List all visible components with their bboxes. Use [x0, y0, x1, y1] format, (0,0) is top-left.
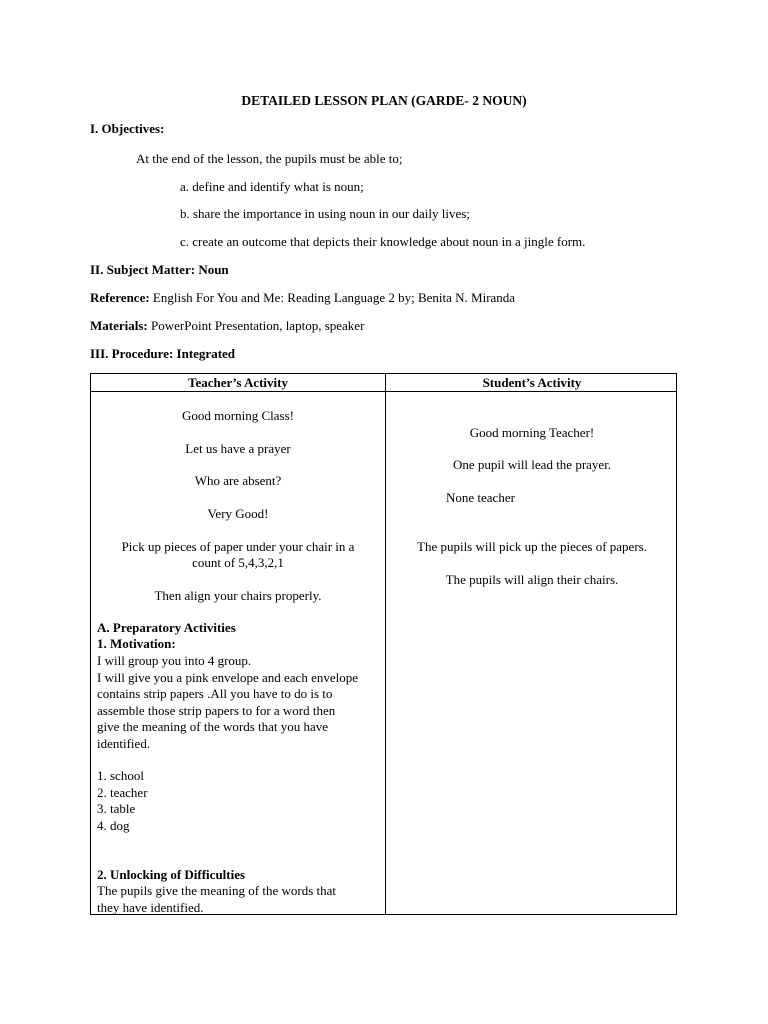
unlocking-line: The pupils give the meaning of the words that [97, 883, 337, 898]
teacher-absent: Who are absent? [194, 473, 282, 488]
procedure [90, 346, 235, 362]
motivation-heading: 1. Motivation: [97, 636, 176, 651]
objectives-intro: At the end of the lesson, the pupils must be able to; [136, 151, 403, 166]
materials [90, 318, 364, 334]
objective-item: a. define and identify what is noun; [180, 179, 364, 194]
envelope-line: identified. [97, 736, 151, 751]
student-activity-header: Student’s Activity [482, 375, 582, 390]
activity-table [90, 373, 677, 915]
envelope-line: I will give you a pink envelope and each envelope [97, 670, 358, 685]
word-item: 2. teacher [97, 785, 148, 800]
word-item: 4. dog [97, 818, 130, 833]
procedure-value: Integrated [176, 346, 236, 361]
unlocking-line: they have identified. [97, 900, 204, 915]
subject-matter-value: Noun [198, 262, 229, 277]
teacher-prayer: Let us have a prayer [185, 441, 291, 456]
objective-item: c. create an outcome that depicts their knowledge about noun in a jingle form. [180, 234, 586, 249]
subject-matter [90, 262, 229, 278]
materials-label: Materials: [90, 318, 148, 333]
header-divider [91, 391, 676, 392]
subject-matter-label: II. Subject Matter: [90, 262, 196, 277]
reference-label: Reference: [90, 290, 150, 305]
document-title: DETAILED LESSON PLAN (GARDE- 2 NOUN) [241, 93, 527, 108]
teacher-pickup-line: Pick up pieces of paper under your chair in a [121, 539, 355, 554]
objectives-heading: I. Objectives: [90, 121, 165, 136]
reference [90, 290, 515, 306]
unlocking-heading: 2. Unlocking of Difficulties [97, 867, 246, 882]
teacher-activity-header: Teacher’s Activity [187, 375, 288, 390]
word-item: 1. school [97, 768, 144, 783]
student-align: The pupils will align their chairs. [445, 572, 619, 587]
student-none: None teacher [446, 490, 515, 505]
envelope-line: contains strip papers .All you have to do is to [97, 686, 333, 701]
teacher-align: Then align your chairs properly. [154, 588, 322, 603]
student-pickup: The pupils will pick up the pieces of papers. [417, 539, 647, 554]
envelope-line: assemble those strip papers to for a word then [97, 703, 336, 718]
student-prayer: One pupil will lead the prayer. [452, 457, 612, 472]
teacher-pickup-line: count of 5,4,3,2,1 [192, 555, 284, 570]
procedure-label: III. Procedure: [90, 346, 174, 361]
teacher-greeting: Good morning Class! [182, 408, 294, 423]
teacher-very-good: Very Good! [207, 506, 269, 521]
preparatory-heading: A. Preparatory Activities [97, 620, 236, 635]
word-item: 3. table [97, 801, 136, 816]
group-text: I will group you into 4 group. [97, 653, 252, 668]
reference-value: English For You and Me: Reading Language 2 by; Benita N. Miranda [152, 290, 516, 305]
envelope-line: give the meaning of the words that you have [97, 719, 329, 734]
materials-value: PowerPoint Presentation, laptop, speaker [151, 318, 365, 333]
student-greeting: Good morning Teacher! [469, 425, 595, 440]
objective-item: b. share the importance in using noun in our daily lives; [180, 206, 470, 221]
column-divider [385, 374, 386, 914]
